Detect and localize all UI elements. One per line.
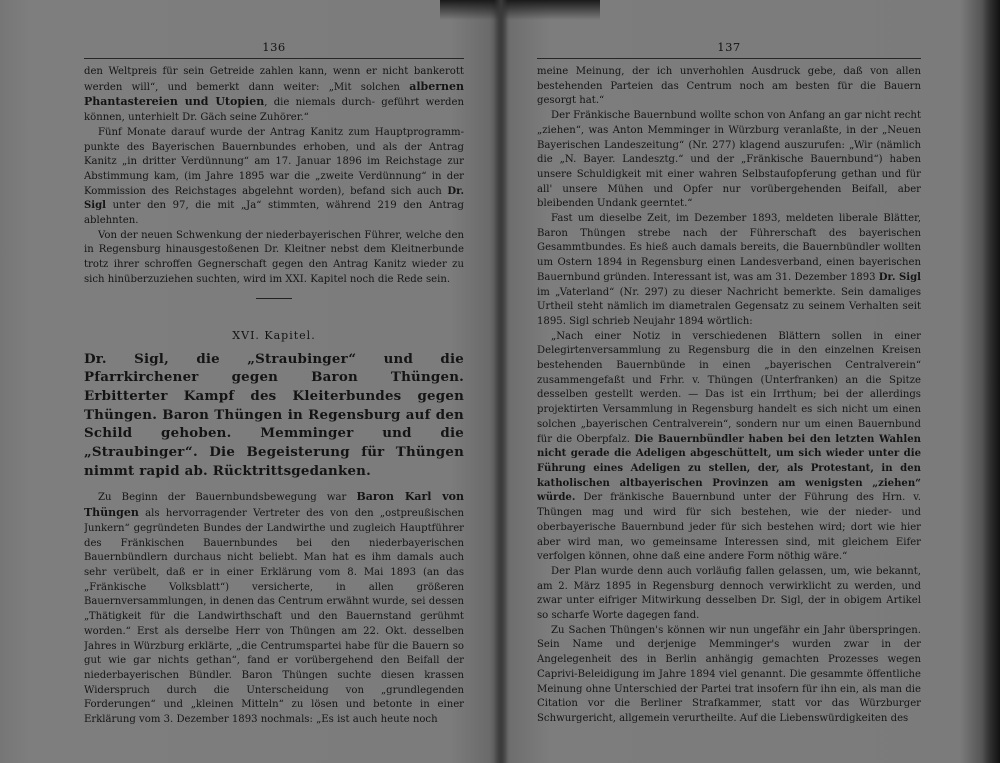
page-number-right: 137 xyxy=(717,40,741,54)
left-para-2: Fünf Monate darauf wurde der Antrag Kanitz zum Hauptprogramm-punkte des Bayerischen Bauernbundes erhoben, und als der Antrag Kanitz „in dritter Verdünnung“ am 17. Januar 1896 im Reichstage zur Abstimmung kam, (im Jahre 1895 war die „zweite Verdünnung“ in der Kommission des Reichstages abgelehnt worden), befand sich auch Dr. Sigl unter den 97, die mit „Ja“ stimmten, während 219 den Antrag ablehnten. xyxy=(84,126,464,227)
right-para-5: Der Plan wurde denn auch vorläufig fallen gelassen, um, wie bekannt, am 2. März 1895 in Regensburg dennoch verwirklicht zu werden, und zwar unter eifriger Mitwirkung desselben Dr. Sigl, der in obigem Artikel so scharfe Worte dagegen fand. xyxy=(537,565,921,622)
right-page xyxy=(537,40,921,750)
right-para-2: Der Fränkische Bauernbund wollte schon von Anfang an gar nicht recht „ziehen“, was Anton Memminger in Würzburg veranlaßte, in der „Neuen Bayerischen Landeszeitung“ (Nr. 277) klagend auszurufen: „Wir (nämlich die „N. Bayer. Landesztg.“ und der „Fränkische Bauernbund“) haben unsere Schuldigkeit mit einer wahren Selbstaufopferung gethan und für all' unsere Mühen und Opfer nur vorübergehenden Beifall, aber bleibenden Undank geerntet.“ xyxy=(537,110,921,210)
right-para-3: Fast um dieselbe Zeit, im Dezember 1893, meldeten liberale Blätter, Baron Thüngen strebe nach der Führerschaft des bayerischen Gesammtbundes. Es hieß auch damals bereits, die Bauernbündler wollten um Ostern 1894 in Regensburg einen Landesverband, einen bayerischen Bauernbund gründen. Interessant ist, was am 31. Dezember 1893 Dr. Sigl im „Vaterland“ (Nr. 297) zu dieser Nachricht bemerkte. Sein damaliges Urtheil steht nämlich im diametralen Gegensatz zu seinem Verhalten seit 1895. Sigl schrieb Neujahr 1894 wörtlich: xyxy=(537,213,921,327)
emphasis-text: albernen Phantastereien und Utopien xyxy=(84,79,464,109)
left-para-1: den Weltpreis für sein Getreide zahlen kann, wenn er nicht bankerott werden will“, und bemerkt dann weiter: „Mit solchen albernen Phantastereien und Utopien, die niemals durch- geführt werden können, unterhielt Dr. Gäch seine Zuhörer.“ xyxy=(84,66,464,124)
name-emphasis: Dr. Sigl xyxy=(84,185,464,212)
chapter-heading: Dr. Sigl, die „Straubinger“ und die Pfarrkirchener gegen Baron Thüngen. Erbitterter Kampf des Kleiterbundes gegen Thüngen. Baron Thüngen in Regensburg auf den Schild gehoben. Memminger und die „Straubinger“. Die Begeisterung für Thüngen nimmt rapid ab. Rücktrittsgedanken. xyxy=(84,350,464,479)
header-rule xyxy=(84,58,464,59)
right-para-6: Zu Sachen Thüngen's können wir nun ungefähr ein Jahr überspringen. Sein Name und derjenige Memminger's wurden zwar in der Angelegenheit des in Berlin anhängig gemachten Prozesses wegen Caprivi-Beleidigung im Jahre 1894 viel genannt. Die gesammte öffentliche Meinung ohne Unterschied der Partei trat insofern für ihn ein, als man die Citation vor die Berliner Strafkammer, statt vor das Würzburger Schwurgericht, allgemein verurtheilte. Auf die Liebenswürdigkeiten des xyxy=(537,624,921,724)
book-gutter xyxy=(494,0,508,763)
chapter-label: XVI. Kapitel. xyxy=(232,328,316,342)
scan-shadow xyxy=(440,0,600,20)
header-rule xyxy=(537,58,921,59)
scan-edge xyxy=(982,0,1000,763)
section-separator xyxy=(256,298,292,299)
right-para-1: meine Meinung, der ich unverhohlen Ausdruck gebe, daß von allen bestehenden Parteien das Centrum noch am besten für die Bauern gesorgt hat.“ xyxy=(537,66,921,107)
left-para-4: Zu Beginn der Bauernbundsbewegung war Baron Karl von Thüngen als hervorragender Vertreter des von den „ostpreußischen Junkern“ gegründeten Bundes der Landwirthe und zugleich Hauptführer des Fränkischen Bauernbundes bei den niederbayerischen Bauernbündlern durchaus nicht beliebt. Man hat es ihm damals auch sehr verübelt, daß er in einer Erklärung vom 8. Mai 1893 (an das „Fränkische Volksblatt“) versicherte, in allen größeren Bauernversammlungen, in denen das Centrum erwähnt wurde, sei dessen „Thätigkeit für die Landwirthschaft und den Bauernstand gerühmt worden.“ Erst als derselbe Herr von Thüngen am 22. Okt. desselben Jahres in Würzburg erklärte, „die Centrumspartei habe für die Bauern so gut wie gar nichts gethan“, fand er vorübergehend den Beifall der niederbayerischen Bündler. Baron Thüngen suchte diesen krassen Widerspruch durch die Unterscheidung von „grundlegenden Forderungen“ und „kleinen Mitteln“ zu lösen und betonte in einer Erklärung vom 3. Dezember 1893 nochmals: „Es ist auch heute noch xyxy=(84,490,464,726)
quote-emphasis: Die Bauernbündler haben bei den letzten Wahlen nicht gerade die Adeligen abgeschüttelt, um sich wieder unter die Führung eines Adeligen zu stellen, der, als Protestant, in den katholischen altbayerischen Provinzen am wenigsten „ziehen“ würde. xyxy=(537,433,921,504)
right-para-4: „Nach einer Notiz in verschiedenen Blättern sollen in einer Delegirtenversammlung zu Regensburg die in den einzelnen Kreisen bestehenden Bauernbünde in einen „bayerischen Centralverein“ zusammengefaßt und Frhr. v. Thüngen (Unterfranken) an die Spitze desselben gestellt werden. — Das ist ein Irrthum; bei der allerdings projektirten Versammlung in Regensburg handelt es sich nicht um einen solchen „bayerischen Centralverein“, sondern nur um einen Bauernbund für die Oberpfalz. Die Bauernbündler haben bei den letzten Wahlen nicht gerade die Adeligen abgeschüttelt, um sich wieder unter die Führung eines Adeligen zu stellen, der, als Protestant, in den katholischen altbayerischen Provinzen am wenigsten „ziehen“ würde. Der fränkische Bauernbund unter der Führung des Hrn. v. Thüngen mag und wird für sich bestehen, wie der nieder- und oberbayerische Bauernbund jeder für sich bestehen wird; dort wie hier aber wird man, wo gemeinsame Interessen sind, mit gleichem Eifer verfolgen können, ohne daß eine andere Form nöthig wäre.“ xyxy=(537,330,921,563)
page-number-left: 136 xyxy=(262,40,286,54)
left-page xyxy=(84,40,464,750)
name-emphasis: Dr. Sigl xyxy=(878,271,921,283)
left-para-3: Von der neuen Schwenkung der niederbayerischen Führer, welche den in Regensburg hinausgestoßenen Dr. Kleitner nebst dem Kleitnerbunde trotz ihrer schroffen Gegnerschaft gegen den Antrag Kanitz wieder zu sich hinüberzuziehen suchten, wird im XXI. Kapitel noch die Rede sein. xyxy=(84,229,464,285)
name-emphasis: Baron Karl von Thüngen xyxy=(84,490,464,520)
